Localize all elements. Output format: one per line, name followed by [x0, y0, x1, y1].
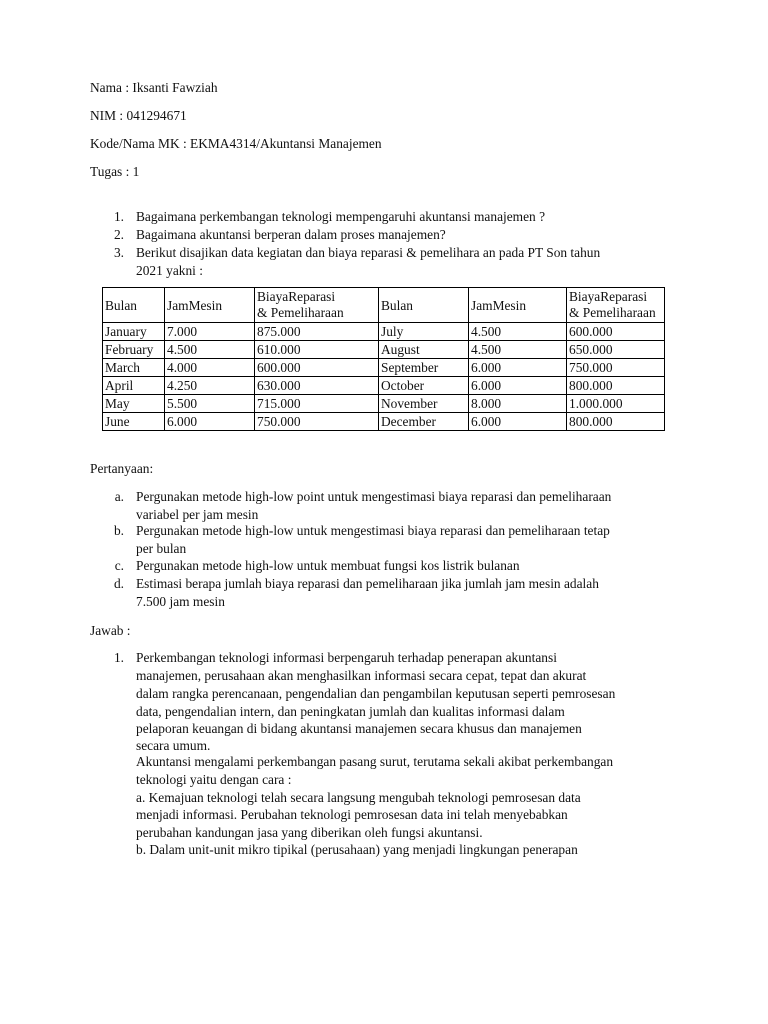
table-row [103, 341, 665, 359]
question-text: Bagaimana akuntansi berperan dalam proses manajemen? [136, 227, 446, 242]
assignment-label: Tugas : 1 [90, 164, 140, 179]
table-cell: 630.000 [255, 377, 379, 395]
section-title-pertanyaan: Pertanyaan: [90, 461, 154, 476]
answer-line: pelaporan keuangan di bidang akuntansi manajemen secara khusus dan manajemen [136, 721, 582, 736]
table-cell: 5.500 [165, 395, 255, 413]
table-cell: 1.000.000 [567, 395, 665, 413]
table-cell: 600.000 [255, 359, 379, 377]
table-cell: March [103, 359, 165, 377]
table-cell: 6.000 [165, 413, 255, 431]
table-cell: 715.000 [255, 395, 379, 413]
item-text: per bulan [136, 541, 187, 556]
section-title-jawab: Jawab : [90, 623, 131, 638]
table-cell: 800.000 [567, 413, 665, 431]
table-cell: July [379, 323, 469, 341]
table-cell: 4.250 [165, 377, 255, 395]
table-cell: 800.000 [567, 377, 665, 395]
item-letter: c. [114, 558, 124, 573]
item-text: Pergunakan metode high-low point untuk mengestimasi biaya reparasi dan pemeliharaan [136, 489, 612, 504]
question-number: 1. [113, 209, 124, 224]
table-cell: May [103, 395, 165, 413]
table-header: Bulan [379, 288, 469, 323]
table-cell: October [379, 377, 469, 395]
answer-line: Akuntansi mengalami perkembangan pasang surut, terutama sekali akibat perkembangan [136, 754, 614, 769]
student-name: Nama : Iksanti Fawziah [90, 80, 218, 95]
student-nim: NIM : 041294671 [90, 108, 187, 123]
table-cell: 650.000 [567, 341, 665, 359]
table-cell: 875.000 [255, 323, 379, 341]
table-cell: 4.500 [469, 341, 567, 359]
table-cell: February [103, 341, 165, 359]
question-number: 3. [113, 245, 124, 260]
table-cell: 6.000 [469, 359, 567, 377]
answer-line: a. Kemajuan teknologi telah secara langsung mengubah teknologi pemrosesan data [136, 790, 581, 805]
table-cell: 4.500 [165, 341, 255, 359]
item-text: Pergunakan metode high-low untuk membuat fungsi kos listrik bulanan [136, 558, 520, 573]
table-cell: 7.000 [165, 323, 255, 341]
item-text: Estimasi berapa jumlah biaya reparasi dan pemeliharaan jika jumlah jam mesin adalah [136, 576, 599, 591]
table-header: JamMesin [469, 288, 567, 323]
question-text: Berikut disajikan data kegiatan dan biaya reparasi & pemelihara an pada PT Son tahun [136, 245, 601, 260]
answer-line: teknologi yaitu dengan cara : [136, 772, 292, 787]
table-cell: 6.000 [469, 413, 567, 431]
table-cell: 750.000 [567, 359, 665, 377]
table-row [103, 413, 665, 431]
answer-line: manajemen, perusahaan akan menghasilkan informasi secara cepat, tepat dan akurat [136, 668, 587, 683]
table-row [103, 377, 665, 395]
table-cell: 750.000 [255, 413, 379, 431]
item-letter: a. [114, 489, 124, 504]
answer-line: b. Dalam unit-unit mikro tipikal (perusahaan) yang menjadi lingkungan penerapan [136, 842, 578, 857]
answer-line: Perkembangan teknologi informasi berpengaruh terhadap penerapan akuntansi [136, 650, 557, 665]
table-row [103, 323, 665, 341]
item-text: 7.500 jam mesin [136, 594, 225, 609]
table-header: BiayaReparasi & Pemeliharaan [567, 288, 665, 323]
course-code: Kode/Nama MK : EKMA4314/Akuntansi Manajemen [90, 136, 382, 151]
question-text: 2021 yakni : [136, 263, 203, 278]
table-cell: 600.000 [567, 323, 665, 341]
table-cell: 4.000 [165, 359, 255, 377]
table-cell: January [103, 323, 165, 341]
table-cell: December [379, 413, 469, 431]
item-letter: b. [113, 523, 124, 538]
table-cell: 8.000 [469, 395, 567, 413]
question-text: Bagaimana perkembangan teknologi mempengaruhi akuntansi manajemen ? [136, 209, 546, 224]
item-letter: d. [113, 576, 124, 591]
repair-cost-table [102, 287, 665, 431]
table-header: BiayaReparasi & Pemeliharaan [255, 288, 379, 323]
table-row [103, 395, 665, 413]
table-cell: June [103, 413, 165, 431]
answer-line: menjadi informasi. Perubahan teknologi pemrosesan data ini telah menyebabkan [136, 807, 568, 822]
item-text: variabel per jam mesin [136, 507, 259, 522]
table-row [103, 359, 665, 377]
table-cell: September [379, 359, 469, 377]
answer-line: perubahan kandungan jasa yang diberikan oleh fungsi akuntansi. [136, 825, 483, 840]
answer-line: data, pengendalian intern, dan peningkatan jumlah dan kualitas informasi dalam [136, 704, 565, 719]
answer-line: dalam rangka perencanaan, pengendalian dan pengambilan keputusan seperti pemrosesan [136, 686, 616, 701]
table-cell: November [379, 395, 469, 413]
answer-number: 1. [113, 650, 124, 665]
table-header: Bulan [103, 288, 165, 323]
table-cell: April [103, 377, 165, 395]
table-header: JamMesin [165, 288, 255, 323]
table-cell: 6.000 [469, 377, 567, 395]
table-header-row [103, 288, 665, 323]
item-text: Pergunakan metode high-low untuk mengestimasi biaya reparasi dan pemeliharaan tetap [136, 523, 610, 538]
table-cell: August [379, 341, 469, 359]
table-cell: 610.000 [255, 341, 379, 359]
table-cell: 4.500 [469, 323, 567, 341]
answer-line: secara umum. [136, 738, 211, 753]
question-number: 2. [113, 227, 124, 242]
